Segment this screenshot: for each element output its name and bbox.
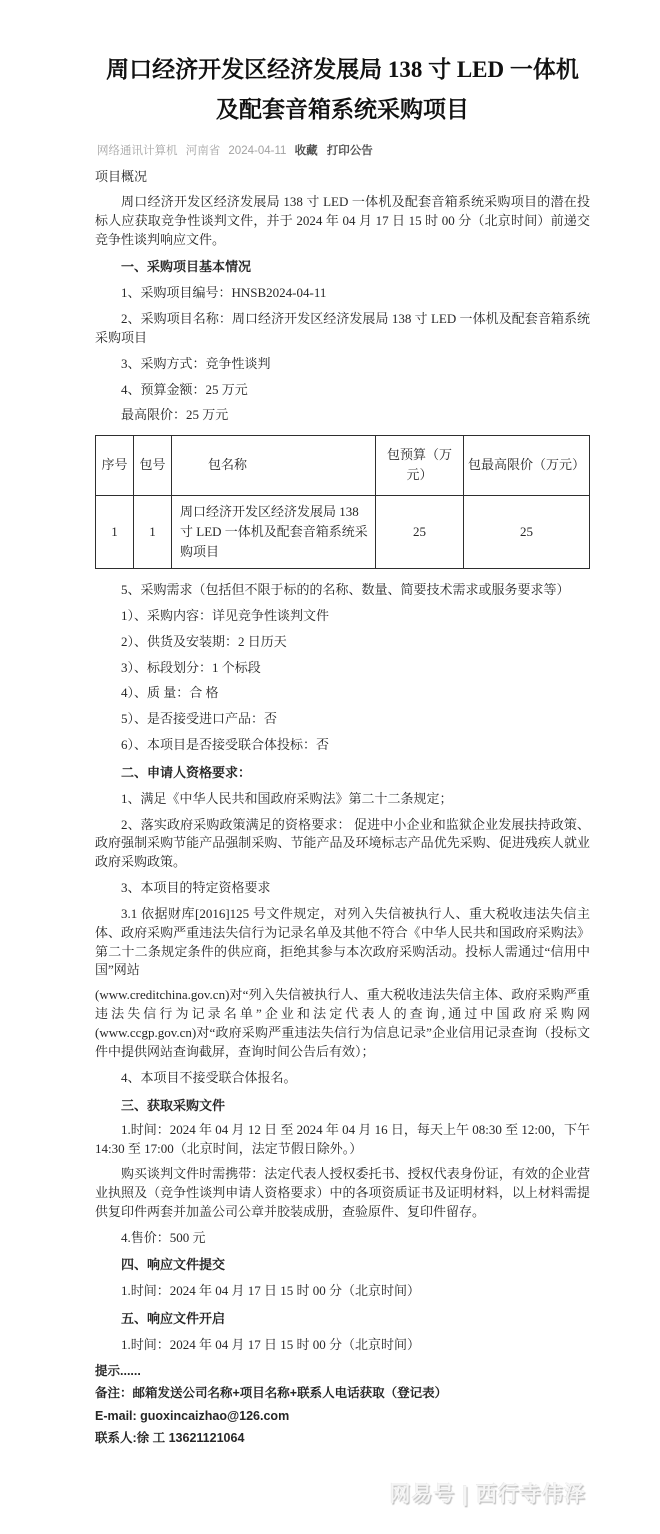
page-title (95, 50, 590, 130)
footer-hint: 提示...... (95, 1363, 141, 1378)
favorite-button[interactable]: 收藏 (294, 145, 318, 157)
section-4-heading: 四、响应文件提交 (121, 1257, 226, 1273)
para-qual-policy: 2、落实政府采购政策满足的资格要求： 促进中小企业和监狱企业发展扶持政策、政府强制采购节能产品强制采购、节能产品及环境标志产品优先采购、促进残疾人就业政府采购政策。 (95, 816, 590, 870)
column-header: 包最高限价（万元） (464, 436, 590, 495)
para-no-consortium: 4、本项目不接受联合体报名。 (121, 1069, 297, 1085)
para-req-import: 5）、是否接受进口产品：否 (121, 711, 278, 727)
table-row (96, 495, 590, 568)
para-qual-credit-sites: (www.creditchina.gov.cn)对“列入失信被执行人、重大税收违法失信主体、政府采购严重违法失信行为记录名单”企业和法定代表人的查询,通过中国政府采购网(www.ccgp.gov.cn)对“政府采购严重违法失信行为信息记录”企业信用记录查询（投标文件中提供网站查询截屏，查询时间公告后有效）； (95, 987, 590, 1059)
para-submit-time: 1.时间：2024 年 04 月 17 日 15 时 00 分（北京时间） (121, 1283, 421, 1299)
para-req-lots: 3）、标段划分：1 个标段 (121, 659, 261, 675)
para-req-quality: 4）、质 量：合 格 (121, 685, 219, 701)
para-qual-law: 1、满足《中华人民共和国政府采购法》第二十二条规定； (121, 790, 453, 806)
page-title-line2: 及配套音箱系统采购项目 (216, 97, 469, 122)
overview-label: 项目概况 (95, 169, 148, 184)
watermark: 网易号 | 西行寺伟泽 (389, 1483, 586, 1507)
para-req-content: 1）、采购内容：详见竞争性谈判文件 (121, 607, 330, 623)
table-cell: 1 (96, 495, 134, 568)
table-header-row (96, 436, 590, 495)
lot-table (95, 435, 590, 569)
para-max-price: 最高限价：25 万元 (121, 407, 229, 423)
meta-province: 河南省 (185, 145, 221, 157)
meta-bar (97, 142, 590, 158)
column-header: 包号 (134, 436, 172, 495)
column-header: 序号 (96, 436, 134, 495)
document-body (95, 168, 590, 1448)
section-3-heading: 三、获取采购文件 (121, 1097, 226, 1113)
footer-remark: 备注：邮箱发送公司名称+项目名称+联系人电话获取（登记表） (95, 1386, 448, 1401)
para-project-name: 2、采购项目名称：周口经济开发区经济发展局 138 寸 LED 一体机及配套音箱系统采购项目 (95, 311, 590, 345)
meta-date: 2024-04-11 (228, 145, 287, 157)
footer-email: E-mail: guoxincaizhao@126.com (95, 1408, 290, 1423)
para-doc-purchase: 购买谈判文件时需携带：法定代表人授权委托书、授权代表身份证，有效的企业营业执照及（竞争性谈判申请人资格要求）中的各项资质证书及证明材料，以上材料需提供复印件两套并加盖公司公章并胶装成册，查验原件、复印件留存。 (95, 1166, 590, 1219)
meta-category: 网络通讯计算机 (97, 145, 178, 157)
para-open-time: 1.时间：2024 年 04 月 17 日 15 时 00 分（北京时间） (121, 1336, 421, 1352)
para-requirements: 5、采购需求（包括但不限于标的的名称、数量、简要技术需求或服务要求等） (121, 581, 570, 597)
section-5-heading: 五、响应文件开启 (121, 1311, 226, 1327)
table-cell: 25 (376, 495, 464, 568)
section-1-heading: 一、采购项目基本情况 (121, 259, 252, 275)
para-req-consortium: 6）、本项目是否接受联合体投标：否 (121, 737, 330, 753)
para-doc-price: 4.售价：500 元 (121, 1229, 206, 1245)
table-cell: 25 (464, 495, 590, 568)
footer-contact: 联系人:徐 工 13621121064 (95, 1430, 245, 1445)
column-header: 包预算（万元） (376, 436, 464, 495)
section-2-heading: 二、申请人资格要求： (121, 764, 252, 780)
column-header: 包名称 (172, 436, 376, 495)
table-cell: 周口经济开发区经济发展局 138 寸 LED 一体机及配套音箱系统采购项目 (172, 495, 376, 568)
para-qual-specific: 3、本项目的特定资格要求 (121, 880, 271, 896)
para-project-number: 1、采购项目编号：HNSB2024-04-11 (121, 285, 327, 301)
para-qual-credit: 3.1 依据财库[2016]125 号文件规定，对列入失信被执行人、重大税收违法失信主体、政府采购严重违法失信行为记录名单及其他不符合《中华人民共和国政府采购法》第二十二条规定条件的供应商，拒绝其参与本次政府采购活动。投标人需通过“信用中国”网站 (95, 905, 590, 978)
para-procurement-method: 3、采购方式：竞争性谈判 (121, 355, 271, 371)
print-notice-button[interactable]: 打印公告 (326, 145, 373, 157)
para-budget: 4、预算金额：25 万元 (121, 381, 248, 397)
para-req-delivery: 2）、供货及安装期：2 日历天 (121, 633, 287, 649)
page-title-line1: 周口经济开发区经济发展局 138 寸 LED 一体机 (106, 57, 579, 82)
para-doc-time: 1.时间：2024 年 04 月 12 日 至 2024 年 04 月 16 日，每天上午 08:30 至 12:00，下午 14:30 至 17:00（北京时间，法定节假日除外。） (95, 1122, 590, 1157)
table-cell: 1 (134, 495, 172, 568)
overview-paragraph: 周口经济开发区经济发展局 138 寸 LED 一体机及配套音箱系统采购项目的潜在投标人应获取竞争性谈判文件，并于 2024 年 04 月 17 日 15 时 00 分（北京时间）前递交竞争性谈判响应文件。 (95, 193, 590, 247)
